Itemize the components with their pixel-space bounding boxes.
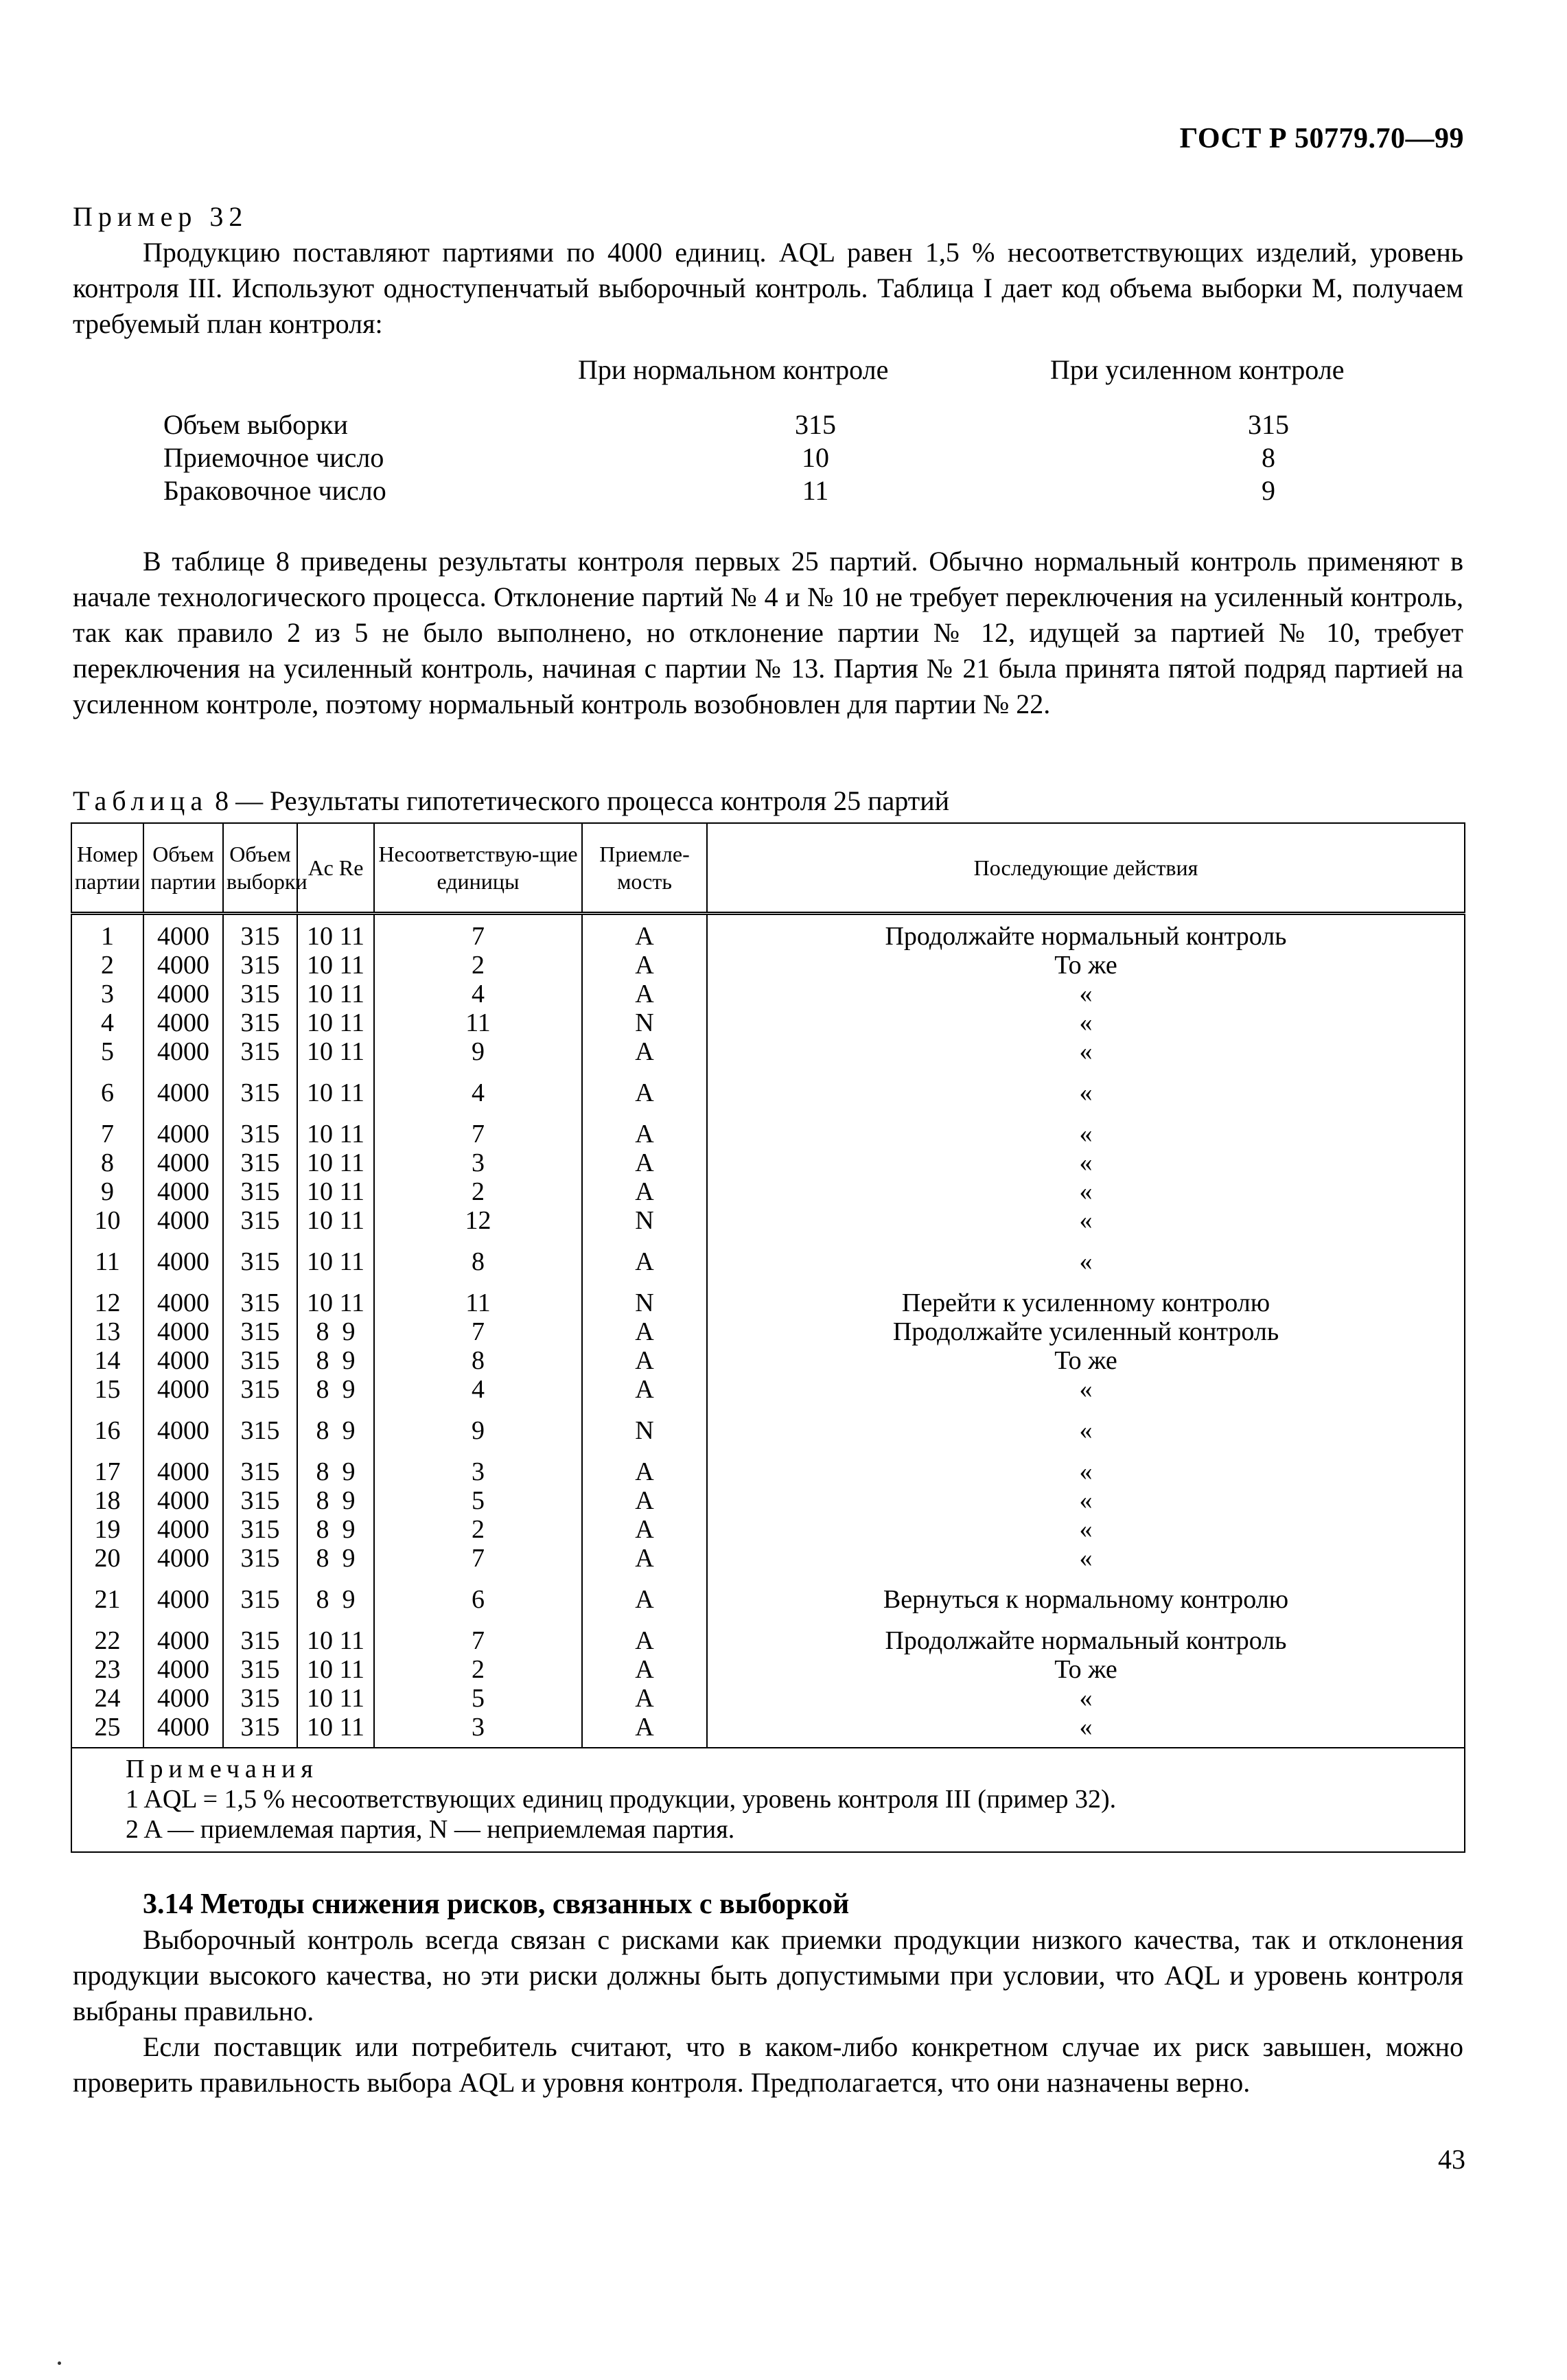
cell-nonconforming: 3 <box>374 1445 582 1486</box>
table-row <box>71 1346 1465 1375</box>
table-row <box>71 1276 1465 1317</box>
cell-next-action: То же <box>707 1346 1465 1375</box>
table-row <box>71 1544 1465 1573</box>
cell-lot-number: 10 <box>71 1206 143 1235</box>
cell-sample-size: 315 <box>223 1515 297 1544</box>
header-lot-number: Номер партии <box>71 823 143 914</box>
cell-lot-number: 25 <box>71 1713 143 1748</box>
cell-sample-size: 315 <box>223 1713 297 1748</box>
table-row <box>71 1404 1465 1445</box>
cell-nonconforming: 9 <box>374 1037 582 1066</box>
cell-acceptability: A <box>582 1713 707 1748</box>
cell-sample-size: 315 <box>223 1404 297 1445</box>
header-ac-re: Ac Re <box>297 823 374 914</box>
cell-lot-size: 4000 <box>143 1544 223 1573</box>
cell-nonconforming: 5 <box>374 1684 582 1713</box>
cell-ac-re: 8 9 <box>297 1375 374 1404</box>
cell-lot-number: 23 <box>71 1655 143 1684</box>
cell-lot-size: 4000 <box>143 1404 223 1445</box>
plan-header-normal: При нормальном контроле <box>578 354 889 385</box>
cell-lot-number: 15 <box>71 1375 143 1404</box>
cell-lot-number: 12 <box>71 1276 143 1317</box>
cell-lot-size: 4000 <box>143 1655 223 1684</box>
cell-sample-size: 315 <box>223 1375 297 1404</box>
cell-ac-re: 10 11 <box>297 980 374 1008</box>
cell-acceptability: A <box>582 1445 707 1486</box>
table-caption-text: 8 — Результаты гипотетического процесса контроля 25 партий <box>215 785 950 816</box>
cell-nonconforming: 2 <box>374 1655 582 1684</box>
cell-lot-size: 4000 <box>143 1008 223 1037</box>
cell-sample-size: 315 <box>223 1544 297 1573</box>
table-row <box>71 1066 1465 1107</box>
cell-nonconforming: 7 <box>374 1614 582 1655</box>
cell-acceptability: A <box>582 1375 707 1404</box>
table-header-row <box>71 823 1465 914</box>
section-paragraph: Выборочный контроль всегда связан с рисками как приемки продукции низкого качества, так и отклонения продукции высокого качества, но эти риски должны быть допустимыми при условии, что AQL и уровень контроля выбраны правильно. <box>73 1924 1463 2026</box>
cell-lot-size: 4000 <box>143 1346 223 1375</box>
example-paragraph: Продукцию поставляют партиями по 4000 единиц. AQL равен 1,5 % несоответствующих изделий, уровень контроля III. Используют одноступенчатый выборочный контроль. Таблица I дает код объема выборки М, получаем требуемый план контроля: <box>73 237 1463 339</box>
cell-acceptability: A <box>582 1573 707 1614</box>
cell-lot-size: 4000 <box>143 1148 223 1177</box>
table-row <box>71 1515 1465 1544</box>
cell-sample-size: 315 <box>223 1573 297 1614</box>
cell-acceptability: A <box>582 1037 707 1066</box>
cell-lot-size: 4000 <box>143 1317 223 1346</box>
cell-ac-re: 10 11 <box>297 1008 374 1037</box>
cell-next-action: « <box>707 1515 1465 1544</box>
cell-next-action: « <box>707 1037 1465 1066</box>
results-paragraph: В таблице 8 приведены результаты контроля первых 25 партий. Обычно нормальный контроль применяют в начале технологического процесса. Отклонение партий № 4 и № 10 не требует переключения на усиленный контроль, так как правило 2 из 5 не было выполнено, но отклонение партии № 12, идущей за партией № 10, требует переключения на усиленный контроль, начиная с партии № 13. Партия № 21 была принята пятой подряд партией на усиленном контроле, поэтому нормальный контроль возобновлен для партии № 22. <box>73 546 1463 719</box>
cell-lot-number: 24 <box>71 1684 143 1713</box>
plan-row <box>163 474 1463 508</box>
cell-next-action: « <box>707 1713 1465 1748</box>
cell-sample-size: 315 <box>223 1235 297 1276</box>
cell-next-action: « <box>707 1066 1465 1107</box>
cell-next-action: « <box>707 1375 1465 1404</box>
cell-sample-size: 315 <box>223 1445 297 1486</box>
cell-lot-size: 4000 <box>143 1486 223 1515</box>
cell-ac-re: 8 9 <box>297 1317 374 1346</box>
plan-row-tightened: 8 <box>1262 442 1275 473</box>
section-text <box>73 1922 1463 2101</box>
cell-acceptability: A <box>582 1107 707 1148</box>
cell-next-action: « <box>707 1107 1465 1148</box>
table-row <box>71 1206 1465 1235</box>
cell-lot-number: 2 <box>71 951 143 980</box>
cell-acceptability: A <box>582 951 707 980</box>
cell-lot-size: 4000 <box>143 1515 223 1544</box>
standard-header: ГОСТ Р 50779.70—99 <box>1179 123 1464 154</box>
cell-ac-re: 8 9 <box>297 1573 374 1614</box>
cell-next-action: « <box>707 1544 1465 1573</box>
cell-sample-size: 315 <box>223 1317 297 1346</box>
header-sample-size: Объем выборки <box>223 823 297 914</box>
plan-row-normal: 315 <box>795 409 836 440</box>
cell-lot-number: 1 <box>71 914 143 951</box>
cell-lot-size: 4000 <box>143 1375 223 1404</box>
cell-sample-size: 315 <box>223 951 297 980</box>
cell-sample-size: 315 <box>223 1684 297 1713</box>
cell-lot-size: 4000 <box>143 1037 223 1066</box>
cell-nonconforming: 7 <box>374 1317 582 1346</box>
cell-sample-size: 315 <box>223 1008 297 1037</box>
table-notes-row <box>71 1748 1465 1852</box>
cell-acceptability: A <box>582 1148 707 1177</box>
cell-sample-size: 315 <box>223 1037 297 1066</box>
header-nonconforming: Несоответствую-щие единицы <box>374 823 582 914</box>
notes-title: Примечания <box>126 1755 318 1783</box>
cell-lot-number: 13 <box>71 1317 143 1346</box>
cell-next-action: Перейти к усиленному контролю <box>707 1276 1465 1317</box>
cell-next-action: « <box>707 1404 1465 1445</box>
plan-row-tightened: 9 <box>1262 475 1275 506</box>
cell-acceptability: A <box>582 914 707 951</box>
table-row <box>71 1486 1465 1515</box>
plan-row-label: Браковочное число <box>163 475 386 506</box>
cell-ac-re: 10 11 <box>297 1713 374 1748</box>
cell-acceptability: A <box>582 1346 707 1375</box>
plan-row <box>163 441 1463 475</box>
cell-nonconforming: 7 <box>374 914 582 951</box>
plan-row-label: Приемочное число <box>163 442 384 473</box>
cell-nonconforming: 3 <box>374 1713 582 1748</box>
cell-ac-re: 8 9 <box>297 1346 374 1375</box>
cell-lot-size: 4000 <box>143 1684 223 1713</box>
cell-acceptability: A <box>582 1177 707 1206</box>
cell-lot-number: 7 <box>71 1107 143 1148</box>
cell-lot-size: 4000 <box>143 914 223 951</box>
cell-ac-re: 8 9 <box>297 1544 374 1573</box>
example-label: Пример 32 <box>73 201 248 232</box>
cell-nonconforming: 4 <box>374 1066 582 1107</box>
table-row <box>71 1573 1465 1614</box>
table-row <box>71 1037 1465 1066</box>
cell-nonconforming: 5 <box>374 1486 582 1515</box>
table-row <box>71 1684 1465 1713</box>
cell-next-action: « <box>707 1148 1465 1177</box>
cell-acceptability: A <box>582 1544 707 1573</box>
table-caption <box>73 784 949 818</box>
cell-lot-number: 9 <box>71 1177 143 1206</box>
cell-acceptability: A <box>582 980 707 1008</box>
cell-next-action: « <box>707 1177 1465 1206</box>
table-row <box>71 951 1465 980</box>
cell-lot-number: 17 <box>71 1445 143 1486</box>
table-row <box>71 1713 1465 1748</box>
table-row <box>71 980 1465 1008</box>
cell-acceptability: A <box>582 1515 707 1544</box>
cell-sample-size: 315 <box>223 1346 297 1375</box>
cell-next-action: Продолжайте нормальный контроль <box>707 914 1465 951</box>
cell-ac-re: 10 11 <box>297 1235 374 1276</box>
cell-lot-number: 6 <box>71 1066 143 1107</box>
page-number: 43 <box>1438 2144 1465 2175</box>
note-item: 2 A — приемлемая партия, N — неприемлемая партия. <box>126 1815 735 1844</box>
cell-ac-re: 8 9 <box>297 1486 374 1515</box>
cell-sample-size: 315 <box>223 1276 297 1317</box>
scan-speck <box>58 2361 61 2365</box>
cell-acceptability: A <box>582 1655 707 1684</box>
cell-nonconforming: 12 <box>374 1206 582 1235</box>
cell-lot-number: 18 <box>71 1486 143 1515</box>
cell-lot-size: 4000 <box>143 1177 223 1206</box>
cell-nonconforming: 11 <box>374 1276 582 1317</box>
cell-ac-re: 10 11 <box>297 1614 374 1655</box>
cell-lot-number: 14 <box>71 1346 143 1375</box>
cell-ac-re: 10 11 <box>297 1177 374 1206</box>
cell-next-action: Продолжайте усиленный контроль <box>707 1317 1465 1346</box>
cell-lot-number: 22 <box>71 1614 143 1655</box>
cell-nonconforming: 8 <box>374 1346 582 1375</box>
cell-acceptability: A <box>582 1066 707 1107</box>
table-row <box>71 1655 1465 1684</box>
table-row <box>71 1375 1465 1404</box>
cell-ac-re: 8 9 <box>297 1445 374 1486</box>
table-row <box>71 1008 1465 1037</box>
plan-header-tightened: При усиленном контроле <box>1050 354 1345 385</box>
cell-lot-number: 11 <box>71 1235 143 1276</box>
plan-row-normal: 11 <box>802 475 829 506</box>
cell-lot-number: 19 <box>71 1515 143 1544</box>
table-row <box>71 1445 1465 1486</box>
cell-lot-number: 8 <box>71 1148 143 1177</box>
cell-lot-size: 4000 <box>143 1235 223 1276</box>
table-row <box>71 1177 1465 1206</box>
cell-next-action: Вернуться к нормальному контролю <box>707 1573 1465 1614</box>
cell-ac-re: 10 11 <box>297 1684 374 1713</box>
cell-sample-size: 315 <box>223 1486 297 1515</box>
example-text <box>73 235 1463 342</box>
cell-nonconforming: 2 <box>374 1515 582 1544</box>
cell-next-action: То же <box>707 1655 1465 1684</box>
cell-next-action: « <box>707 1206 1465 1235</box>
table-row <box>71 1148 1465 1177</box>
cell-nonconforming: 4 <box>374 980 582 1008</box>
cell-ac-re: 10 11 <box>297 914 374 951</box>
cell-acceptability: A <box>582 1317 707 1346</box>
results-table <box>71 822 1465 1853</box>
table-row <box>71 1614 1465 1655</box>
plan-row-normal: 10 <box>802 442 829 473</box>
cell-sample-size: 315 <box>223 1206 297 1235</box>
table-caption-prefix: Таблица <box>73 785 209 816</box>
cell-ac-re: 10 11 <box>297 1148 374 1177</box>
cell-ac-re: 8 9 <box>297 1515 374 1544</box>
results-description <box>73 544 1463 722</box>
cell-lot-number: 5 <box>71 1037 143 1066</box>
section-paragraph: Если поставщик или потребитель считают, что в каком-либо конкретном случае их риск завышен, можно проверить правильность выбора AQL и уровня контроля. Предполагается, что они назначены верно. <box>73 2031 1463 2098</box>
cell-acceptability: A <box>582 1486 707 1515</box>
cell-sample-size: 315 <box>223 1614 297 1655</box>
cell-next-action: То же <box>707 951 1465 980</box>
cell-ac-re: 10 11 <box>297 1107 374 1148</box>
cell-lot-number: 20 <box>71 1544 143 1573</box>
cell-lot-size: 4000 <box>143 1713 223 1748</box>
cell-nonconforming: 7 <box>374 1544 582 1573</box>
cell-acceptability: A <box>582 1614 707 1655</box>
cell-nonconforming: 6 <box>374 1573 582 1614</box>
cell-next-action: « <box>707 1445 1465 1486</box>
cell-next-action: Продолжайте нормальный контроль <box>707 1614 1465 1655</box>
cell-nonconforming: 8 <box>374 1235 582 1276</box>
header-acceptability: Приемле-мость <box>582 823 707 914</box>
cell-lot-size: 4000 <box>143 1066 223 1107</box>
cell-sample-size: 315 <box>223 914 297 951</box>
cell-lot-size: 4000 <box>143 951 223 980</box>
cell-sample-size: 315 <box>223 1177 297 1206</box>
cell-next-action: « <box>707 1684 1465 1713</box>
cell-sample-size: 315 <box>223 1148 297 1177</box>
cell-nonconforming: 2 <box>374 1177 582 1206</box>
cell-ac-re: 10 11 <box>297 1206 374 1235</box>
cell-lot-size: 4000 <box>143 1445 223 1486</box>
cell-ac-re: 10 11 <box>297 1276 374 1317</box>
cell-sample-size: 315 <box>223 1655 297 1684</box>
cell-ac-re: 10 11 <box>297 951 374 980</box>
cell-sample-size: 315 <box>223 1107 297 1148</box>
cell-nonconforming: 4 <box>374 1375 582 1404</box>
cell-lot-number: 4 <box>71 1008 143 1037</box>
cell-ac-re: 10 11 <box>297 1037 374 1066</box>
header-next-action: Последующие действия <box>707 823 1465 914</box>
cell-lot-size: 4000 <box>143 1276 223 1317</box>
cell-lot-size: 4000 <box>143 1573 223 1614</box>
cell-nonconforming: 7 <box>374 1107 582 1148</box>
cell-nonconforming: 11 <box>374 1008 582 1037</box>
cell-sample-size: 315 <box>223 980 297 1008</box>
note-item: 1 AQL = 1,5 % несоответствующих единиц продукции, уровень контроля III (пример 32). <box>126 1785 1117 1814</box>
table-row <box>71 914 1465 951</box>
cell-ac-re: 10 11 <box>297 1066 374 1107</box>
plan-row <box>163 408 1463 442</box>
table-notes <box>71 1748 1465 1852</box>
cell-lot-size: 4000 <box>143 1614 223 1655</box>
cell-next-action: « <box>707 1235 1465 1276</box>
table-row <box>71 1235 1465 1276</box>
header-lot-size: Объем партии <box>143 823 223 914</box>
cell-lot-size: 4000 <box>143 980 223 1008</box>
cell-acceptability: N <box>582 1404 707 1445</box>
cell-nonconforming: 9 <box>374 1404 582 1445</box>
cell-lot-size: 4000 <box>143 1107 223 1148</box>
cell-sample-size: 315 <box>223 1066 297 1107</box>
cell-acceptability: A <box>582 1235 707 1276</box>
cell-acceptability: N <box>582 1206 707 1235</box>
cell-acceptability: A <box>582 1684 707 1713</box>
plan-row-tightened: 315 <box>1248 409 1289 440</box>
cell-acceptability: N <box>582 1276 707 1317</box>
cell-lot-number: 21 <box>71 1573 143 1614</box>
table-row <box>71 1107 1465 1148</box>
cell-nonconforming: 2 <box>374 951 582 980</box>
cell-next-action: « <box>707 1008 1465 1037</box>
cell-lot-number: 3 <box>71 980 143 1008</box>
cell-ac-re: 10 11 <box>297 1655 374 1684</box>
section-title: 3.14 Методы снижения рисков, связанных с выборкой <box>143 1888 850 1920</box>
plan-row-label: Объем выборки <box>163 409 348 440</box>
cell-ac-re: 8 9 <box>297 1404 374 1445</box>
cell-next-action: « <box>707 1486 1465 1515</box>
table-row <box>71 1317 1465 1346</box>
cell-lot-size: 4000 <box>143 1206 223 1235</box>
cell-next-action: « <box>707 980 1465 1008</box>
cell-nonconforming: 3 <box>374 1148 582 1177</box>
cell-acceptability: N <box>582 1008 707 1037</box>
cell-lot-number: 16 <box>71 1404 143 1445</box>
